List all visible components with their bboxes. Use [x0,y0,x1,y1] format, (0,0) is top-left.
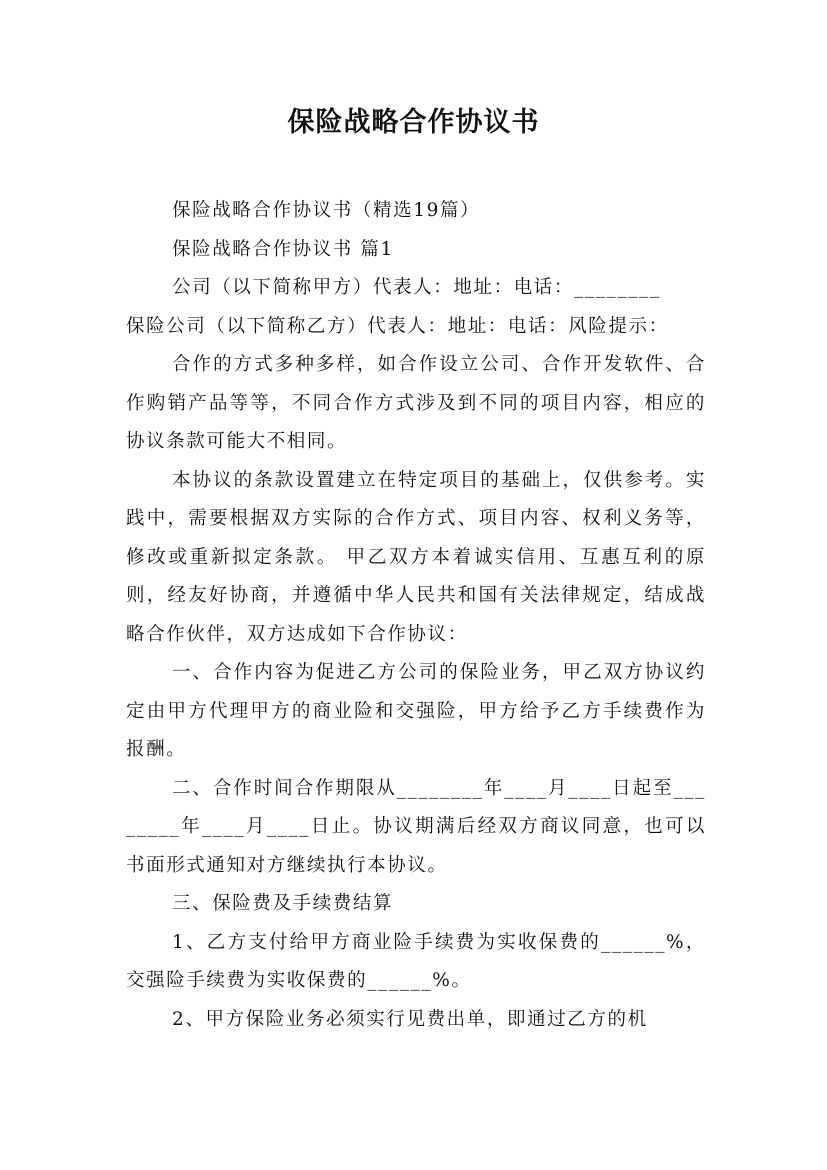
document-title: 保险战略合作协议书 [287,107,540,138]
paragraph: 三、保险费及手续费结算 [172,893,394,914]
paragraph: 本协议的条款设置建立在特定项目的基础上，仅供参考。实践中，需要根据双方实际的合作方式、项目内容、权利义务等，修改或重新拟定条款。 甲乙双方本着诚实信用、互惠互利的原则，经友好协商，并遵循中华人民共和国有关法律规定，结成战略合作伙伴，双方达成如下合作协议： [126,469,706,645]
paragraph: 一、合作内容为促进乙方公司的保险业务，甲乙双方协议约定由甲方代理甲方的商业险和交强险，甲方给予乙方手续费作为报酬。 [126,662,706,760]
paragraph: 1、乙方支付给甲方商业险手续费为实收保费的______%，交强险手续费为实收保费的______%。 [126,931,706,991]
document-body [126,192,706,1039]
paragraph: 2、甲方保险业务必须实行见费出单，即通过乙方的机 [172,1008,648,1030]
paragraph: 保险公司（以下简称乙方）代表人：地址：电话：风险提示： [126,315,669,337]
paragraph: 合作的方式多种多样，如合作设立公司、合作开发软件、合作购销产品等等，不同合作方式涉及到不同的项目内容，相应的协议条款可能大不相同。 [126,354,706,452]
paragraph: 公司（以下简称甲方）代表人：地址：电话：________ [172,277,661,298]
paragraph: 二、合作时间合作期限从________年____月____日起至________年____月____日止。协议期满后经双方商议同意，也可以书面形式通知对方继续执行本协议。 [126,777,706,876]
paragraph: 保险战略合作协议书（精选19篇） [172,200,481,221]
paragraph: 保险战略合作协议书 篇1 [172,238,394,260]
